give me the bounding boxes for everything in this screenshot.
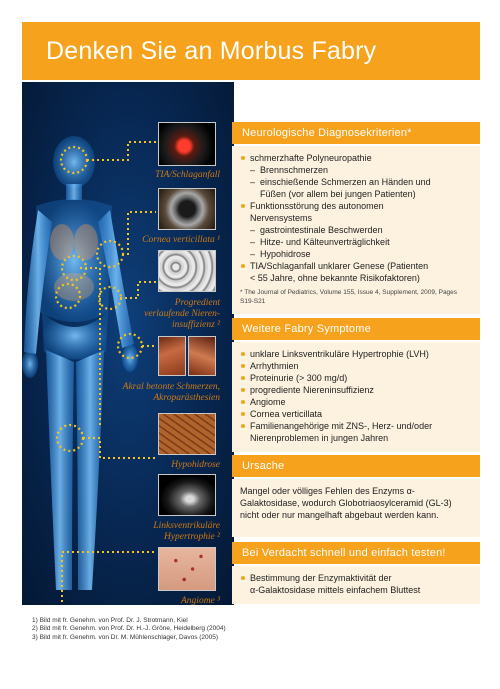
neuro-heading: Neurologische Diagnosekriterien* — [232, 122, 480, 144]
caption-line: Akral betonte Schmerzen, — [122, 382, 220, 392]
dry-skin-image — [158, 413, 216, 455]
brain-scan-image — [158, 122, 216, 166]
weitere-heading: Weitere Fabry Symptome — [232, 318, 480, 340]
list-item: α-Galaktosidase mittels einfachem Bluttest — [250, 585, 421, 595]
list-item: TIA/Schlaganfall unklarer Genese (Patienten — [240, 260, 472, 272]
list-item: unklare Linksventrikuläre Hypertrophie (LVH) — [240, 348, 472, 360]
heart-echo-image — [158, 474, 216, 516]
ursache-text: Mangel oder völliges Fehlen des Enzyms α-Galaktosidase, wodurch Globotriaosylceramid (GL-3) nicht oder nur mangelhaft abgebaut werden kann. — [240, 486, 452, 520]
caption-angiome — [120, 596, 220, 607]
list-item: < 55 Jahre, ohne bekannte Risikofaktoren) — [250, 273, 420, 283]
caption-line: Akroparästhesien — [153, 393, 220, 403]
footnotes — [32, 617, 252, 642]
hands-feet-image-2 — [188, 336, 216, 376]
cornea-image — [158, 188, 216, 230]
list-item: – gastrointestinale Beschwerden — [240, 224, 472, 236]
list-item: Füßen (vor allem bei jungen Patienten) — [260, 189, 416, 199]
list-item: Arrhythmien — [240, 360, 472, 372]
ursache-heading: Ursache — [232, 455, 480, 477]
list-item: Bestimmung der Enzymaktivität der — [240, 572, 472, 584]
neuro-box — [232, 146, 480, 314]
list-item: Nierenproblemen in jungen Jahren — [250, 433, 389, 443]
list-item: Funktionsstörung des autonomen — [240, 200, 472, 212]
list-item: – Hypohidrose — [240, 248, 472, 260]
caption-line: insuffizienz ² — [172, 320, 220, 330]
list-item: – Brennschmerzen — [240, 164, 472, 176]
caption-kidney — [110, 298, 220, 331]
caption-tia — [120, 170, 220, 181]
test-heading: Bei Verdacht schnell und einfach testen! — [232, 542, 480, 564]
list-item: – Hitze- und Kälteunverträglichkeit — [240, 236, 472, 248]
ursache-box — [232, 479, 480, 537]
caption-line: Hypertrophie ² — [163, 532, 220, 542]
caption-line: Cornea verticillata ¹ — [142, 235, 220, 245]
footnote: 3) Bild mit fr. Genehm. von Dr. M. Mühlenschlager, Davos (2005) — [32, 633, 219, 641]
caption-line: Linksventrikuläre — [153, 521, 220, 531]
footnote: 2) Bild mit fr. Genehm. von Prof. Dr. H.-J. Gröne, Heidelberg (2004) — [32, 625, 226, 633]
caption-hypohidrose — [120, 460, 220, 471]
caption-cornea — [100, 235, 220, 246]
caption-line: verlaufende Nieren- — [144, 309, 220, 319]
hands-feet-image — [158, 336, 186, 376]
list-item: Angiome — [240, 396, 472, 408]
weitere-list — [240, 348, 472, 444]
angioma-skin-image — [158, 547, 216, 591]
test-list — [240, 572, 472, 596]
page-title: Denken Sie an Morbus Fabry — [22, 22, 480, 80]
caption-line: Angiome ³ — [181, 596, 220, 606]
list-item: Proteinurie (> 300 mg/d) — [240, 372, 472, 384]
list-item: Nervensystems — [250, 213, 313, 223]
list-item: schmerzhafte Polyneuropathie — [240, 152, 472, 164]
test-box — [232, 566, 480, 604]
journal-reference: * The Journal of Pediatrics, Volume 155, Issue 4, Supplement, 2009, Pages S19-S21 — [240, 289, 458, 305]
kidney-histology-image — [158, 250, 216, 292]
list-item: Cornea verticillata — [240, 408, 472, 420]
neuro-list — [240, 152, 472, 284]
caption-line: TIA/Schlaganfall — [155, 170, 220, 180]
list-item: – einschießende Schmerzen an Händen und — [240, 176, 472, 188]
caption-lvh — [110, 521, 220, 543]
list-item: Familienangehörige mit ZNS-, Herz- und/oder — [240, 420, 472, 432]
caption-line: Progredient — [174, 298, 220, 308]
weitere-box — [232, 342, 480, 452]
list-item: progrediente Niereninsuffizienz — [240, 384, 472, 396]
footnote: 1) Bild mit fr. Genehm. von Prof. Dr. J. Strotmann, Kiel — [32, 617, 188, 624]
caption-akral — [100, 382, 220, 404]
caption-line: Hypohidrose — [171, 460, 220, 470]
